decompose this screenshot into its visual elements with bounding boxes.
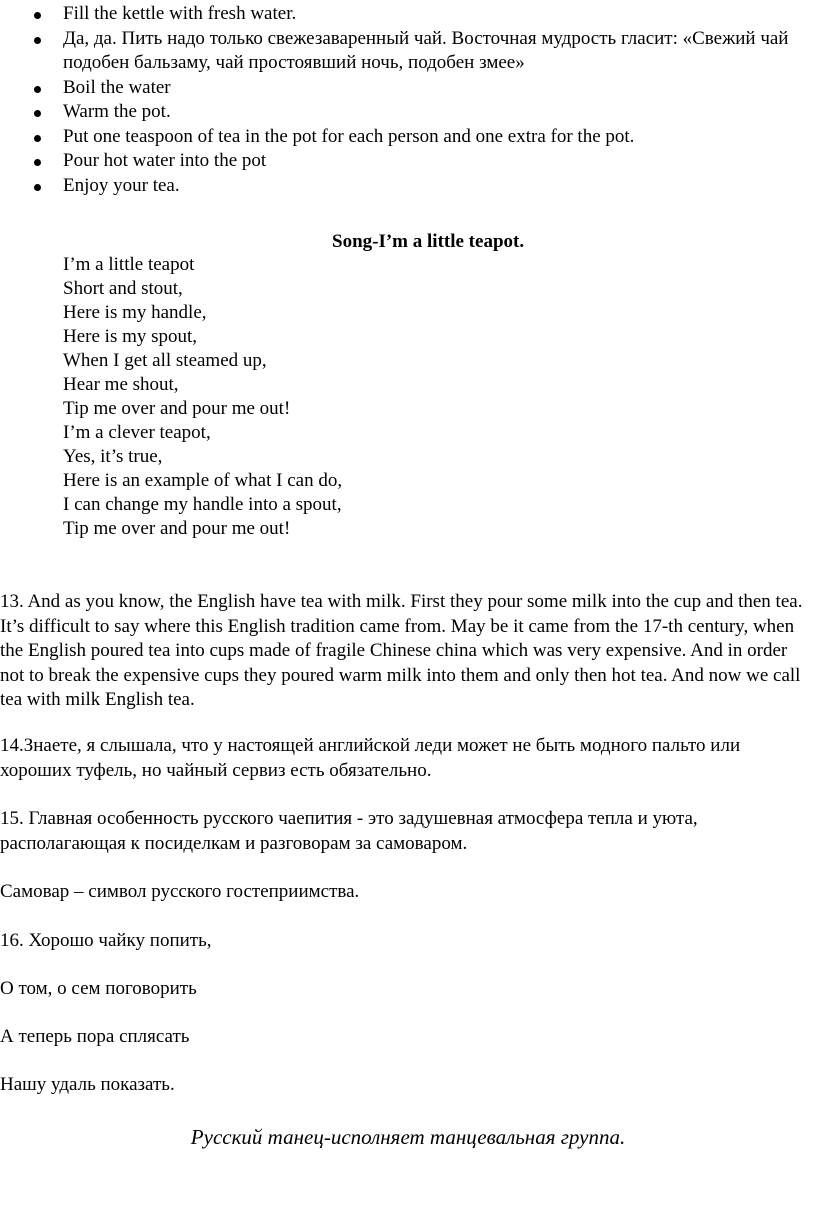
- list-item-text: Put one teaspoon of tea in the pot for each person and one extra for the pot.: [63, 125, 635, 147]
- paragraph-16-line-3: А теперь пора сплясать: [0, 1026, 190, 1047]
- list-item-text: Fill the kettle with fresh water.: [63, 3, 297, 24]
- song-line: Here is my spout,: [63, 326, 198, 347]
- song-line: Here is an example of what I can do,: [63, 470, 343, 491]
- closing-line: Русский танец-исполняет танцевальная группа.: [190, 1125, 626, 1149]
- paragraph-samovar: Самовар – символ русского гостеприимства.: [0, 881, 360, 902]
- list-item-text: Pour hot water into the pot: [63, 150, 267, 171]
- song-line: I can change my handle into a spout,: [63, 494, 342, 515]
- list-item: [0, 27, 816, 76]
- list-item: [0, 76, 816, 101]
- song-lyrics: [63, 253, 342, 541]
- list-item: [0, 149, 816, 174]
- list-item-text: Warm the pot.: [63, 101, 171, 122]
- song-line: I’m a clever teapot,: [63, 422, 211, 443]
- bullet-icon: [34, 12, 41, 19]
- paragraph-14: 14.Знаете, я слышала, что у настоящей английской леди может не быть модного пальто или хороших туфель, но чайный сервиз есть обязательно.: [0, 735, 741, 781]
- song-line: Here is my handle,: [63, 302, 207, 323]
- bullet-icon: [34, 159, 41, 166]
- bullet-icon: [34, 184, 41, 191]
- song-title: Song-I’m a little teapot.: [332, 231, 525, 252]
- paragraph-15: 15. Главная особенность русского чаепития - это задушевная атмосфера тепла и уюта, располагающая к посиделкам и разговорам за самоваром.: [0, 808, 698, 854]
- song-line: Tip me over and pour me out!: [63, 398, 291, 419]
- list-item-text: Да, да. Пить надо только свежезаваренный чай. Восточная мудрость гласит: «Свежий чай подобен бальзаму, чай простоявший ночь, подобен змее»: [63, 27, 789, 73]
- bullet-icon: [34, 37, 41, 44]
- paragraph-13: 13. And as you know, the English have tea with milk. First they pour some milk into the cup and then tea. It’s difficult to say where this English tradition came from. May be it came from the 17-th century, when the English poured tea into cups made of fragile Chinese china which was very expensive. And in order not to break the expensive cups they poured warm milk into them and only then hot tea. And now we call tea with milk English tea.: [0, 591, 803, 710]
- list-item: [0, 125, 816, 150]
- song-line: Yes, it’s true,: [63, 446, 163, 467]
- list-item-text: Enjoy your tea.: [63, 174, 180, 196]
- list-item: [0, 100, 816, 125]
- song-line: Hear me shout,: [63, 374, 179, 395]
- song-line: When I get all steamed up,: [63, 350, 267, 371]
- paragraph-16-line-1: 16. Хорошо чайку попить,: [0, 930, 212, 951]
- paragraph-16-line-4: Нашу удаль показать.: [0, 1074, 175, 1095]
- song-line: Tip me over and pour me out!: [63, 518, 291, 539]
- list-item: [0, 2, 816, 27]
- song-line: I’m a little teapot: [63, 254, 195, 275]
- list-item-text: Boil the water: [63, 76, 171, 98]
- tea-steps-list: [0, 2, 816, 198]
- paragraph-16-line-2: О том, о сем поговорить: [0, 978, 197, 999]
- bullet-icon: [34, 110, 41, 117]
- bullet-icon: [34, 86, 41, 93]
- bullet-icon: [34, 135, 41, 142]
- song-line: Short and stout,: [63, 278, 183, 299]
- list-item: [0, 174, 816, 199]
